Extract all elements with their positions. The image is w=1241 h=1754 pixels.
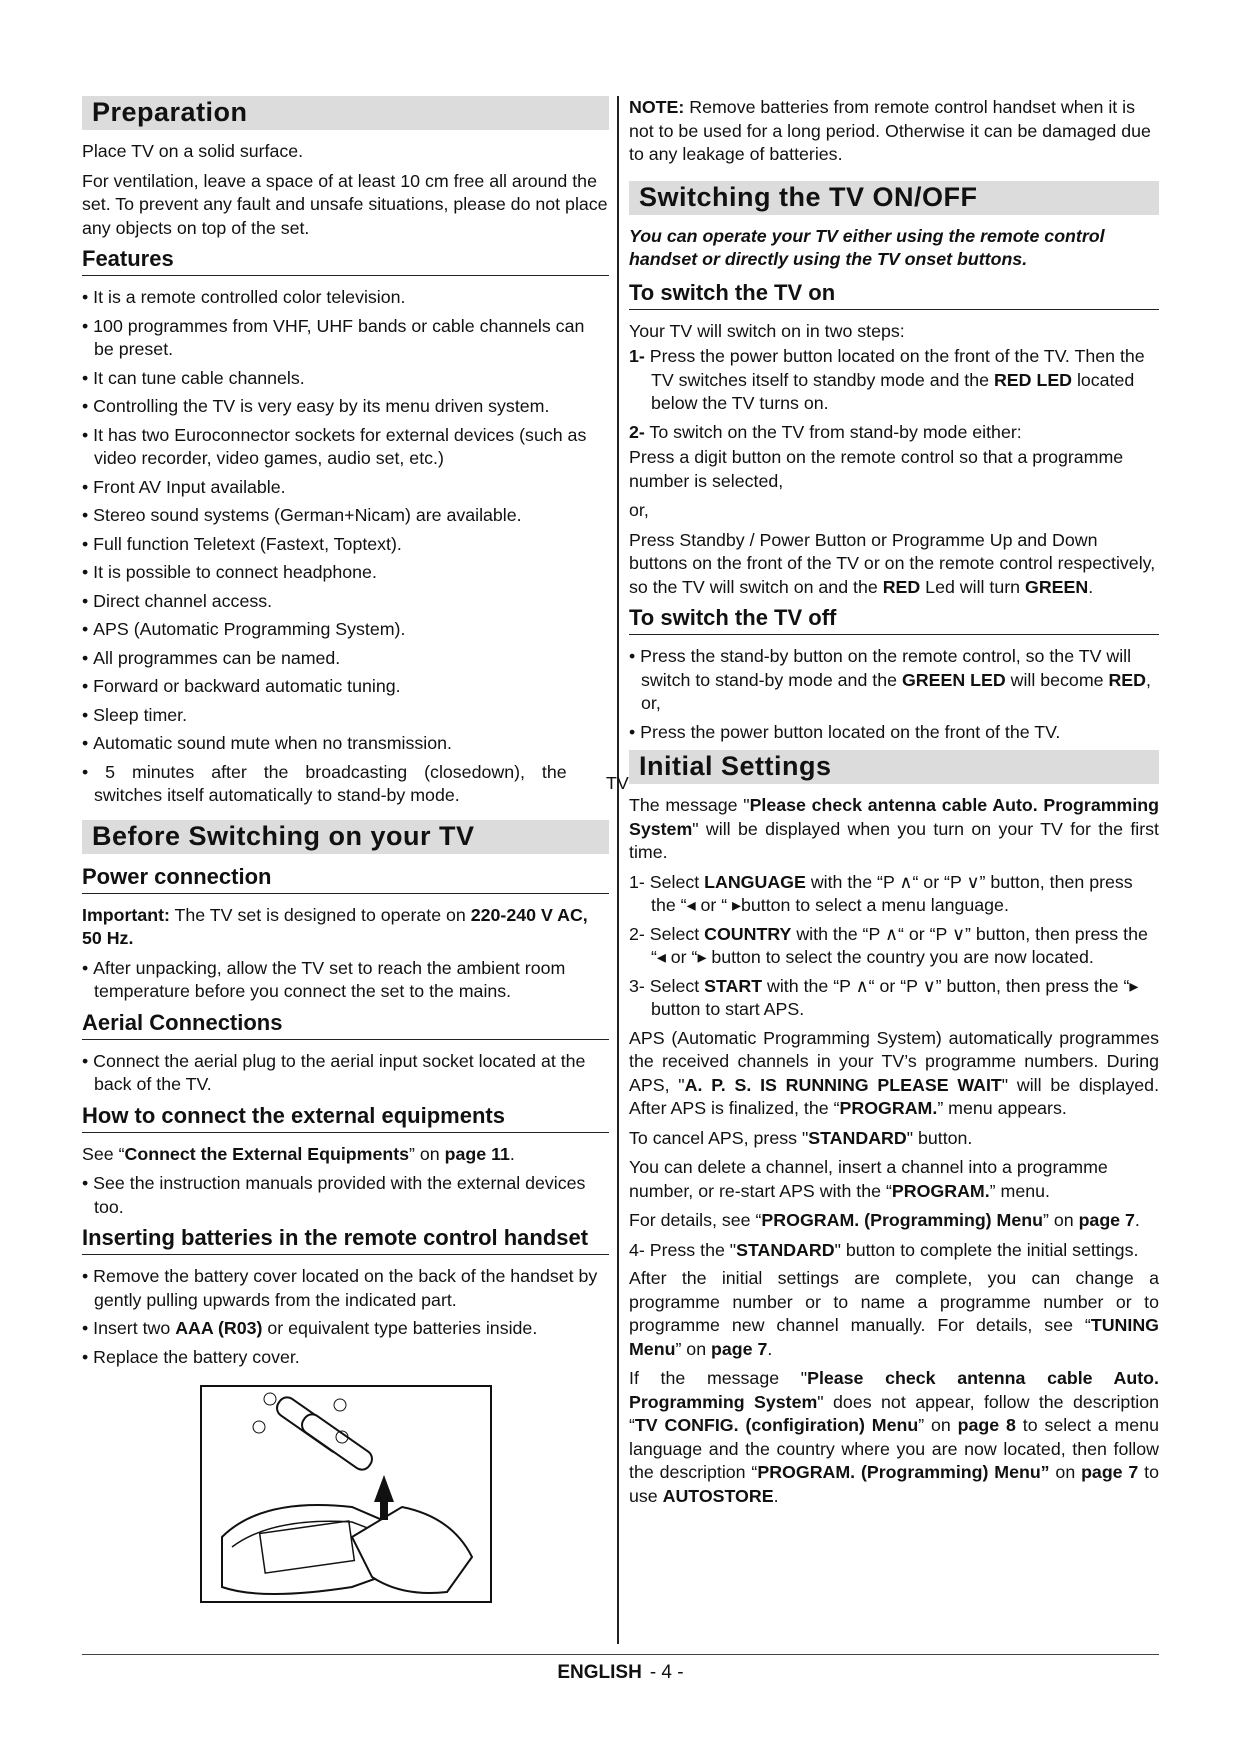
footer-rule	[82, 1654, 1159, 1655]
switch-off-bullet-2: • Press the power button located on the front of the TV.	[629, 721, 1159, 745]
page-ref: page 8	[957, 1415, 1016, 1435]
text: " will be displayed when you turn on your TV for the first time.	[629, 818, 1159, 862]
switching-heading: Switching the TV ON/OFF	[629, 181, 1159, 215]
note-paragraph	[629, 96, 1159, 167]
aps-running-text: A. P. S. IS RUNNING PLEASE WAIT	[684, 1074, 1002, 1095]
switch-on-step-2	[629, 421, 1159, 445]
menu-ref: PROGRAM. (Programming) Menu”	[757, 1462, 1050, 1482]
battery-2	[298, 1411, 375, 1473]
battery-compartment	[260, 1521, 355, 1573]
switch-on-step-1	[629, 345, 1159, 416]
text: ” on	[675, 1338, 712, 1359]
delete-channel	[629, 1156, 1159, 1203]
switch-off-bullet-1	[629, 645, 1159, 716]
text: You can delete a channel, insert a channel into a programme number, or re-start APS with the “	[629, 1157, 1108, 1201]
program-label: PROGRAM.	[839, 1098, 938, 1118]
switch-on-intro: Your TV will switch on in two steps:	[629, 320, 905, 341]
footer-language: ENGLISH	[557, 1662, 642, 1683]
feature-item-continued: switches itself automatically to stand-by mode.	[94, 785, 460, 805]
text: ” on	[1042, 1210, 1079, 1230]
red-text: RED	[1108, 669, 1147, 690]
page-ref: page 7	[711, 1338, 768, 1359]
switch-off-heading: To switch the TV off	[629, 605, 1159, 635]
page-number: - 4 -	[649, 1662, 684, 1683]
aerial-bullet: • Connect the aerial plug to the aerial input socket located at the back of the TV.	[82, 1050, 609, 1097]
initial-step-4	[629, 1239, 1159, 1263]
important-text: The TV set is designed to operate on	[169, 904, 471, 925]
green-led: GREEN LED	[901, 669, 1006, 690]
step-text: located below the TV turns on.	[651, 369, 1135, 413]
text: If the message "	[629, 1368, 808, 1388]
external-see-reference	[82, 1143, 609, 1167]
up-arrow-icon	[374, 1475, 394, 1502]
left-column	[82, 96, 609, 1603]
batteries-heading: Inserting batteries in the remote control handset	[82, 1225, 609, 1255]
text: " does not appear, follow the description “	[629, 1391, 1159, 1435]
battery-bullet-3: • Replace the battery cover.	[82, 1346, 609, 1370]
text: APS (Automatic Programming System) automatically programmes the received channels in your TV’s programme numbers. During APS, "	[629, 1027, 1159, 1095]
text: with the “P ∧“ or “P ∨” button, then press the “◂ or “ ▸button to select a menu language.	[651, 871, 1133, 915]
preparation-heading: Preparation	[82, 96, 609, 130]
aps-paragraph	[629, 1027, 1159, 1121]
feature-item: • It is a remote controlled color television.	[82, 286, 609, 310]
feature-item: • Front AV Input available.	[82, 476, 609, 500]
feature-item: • Controlling the TV is very easy by its menu driven system.	[82, 395, 609, 419]
text: , or,	[641, 669, 1151, 713]
switching-lead: You can operate your TV either using the remote control handset or directly using the TV onset buttons.	[629, 225, 1105, 269]
autostore-label: AUTOSTORE	[662, 1485, 774, 1506]
text: 1- Select	[629, 871, 705, 892]
plus-symbol	[334, 1399, 346, 1411]
tv-overflow-text: TV	[606, 773, 629, 793]
text: " button to complete the initial settings.	[834, 1239, 1139, 1260]
text: to select a menu language and the country where you are now located, then follow the description “	[629, 1415, 1159, 1482]
switch-on-standby	[629, 529, 1159, 600]
standard-label: STANDARD	[736, 1239, 835, 1260]
text: with the “P ∧“ or “P ∨” button, then press the “◂ or “▸ button to select the country you are now located.	[651, 923, 1148, 967]
external-equipment-heading: How to connect the external equipments	[82, 1103, 609, 1133]
details-reference	[629, 1209, 1159, 1233]
arrow-stem	[380, 1502, 388, 1520]
text: ” menu appears.	[937, 1098, 1067, 1118]
plus-symbol	[264, 1393, 276, 1405]
text: Led will turn	[920, 576, 1025, 597]
red-text: RED	[882, 576, 921, 597]
text: .	[773, 1485, 779, 1506]
initial-step-3	[629, 975, 1159, 1022]
initial-step-1	[629, 871, 1159, 918]
minus-symbol	[253, 1421, 265, 1433]
note-text: Remove batteries from remote control handset when it is not to be used for a long period. Otherwise it can be damaged due to any leakage of batteries.	[629, 97, 1151, 164]
page-ref: page 7	[1081, 1462, 1139, 1482]
features-heading: Features	[82, 246, 609, 276]
prep-paragraph-1: Place TV on a solid surface.	[82, 141, 304, 161]
battery-bullet-2	[82, 1317, 609, 1341]
power-bullet: • After unpacking, allow the TV set to reach the ambient room temperature before you connect the set to the mains.	[82, 957, 609, 1004]
start-label: START	[704, 975, 763, 996]
if-message-missing	[629, 1367, 1159, 1508]
feature-item: • Full function Teletext (Fastext, Toptext).	[82, 533, 609, 557]
before-switching-heading: Before Switching on your TV	[82, 820, 609, 854]
on-text: ” on	[409, 1143, 445, 1164]
remote-battery-drawing	[202, 1387, 490, 1601]
text: ” menu.	[989, 1180, 1050, 1201]
feature-item: • Sleep timer.	[82, 704, 609, 728]
text: Press the stand-by button on the remote control, so the TV will switch to stand-by mode and the	[640, 646, 1132, 690]
switch-on-heading: To switch the TV on	[629, 280, 1159, 310]
page-footer	[0, 1662, 1241, 1684]
green-text: GREEN	[1025, 576, 1089, 597]
voltage-spec: 220-240 V AC, 50 Hz.	[82, 904, 588, 948]
text: The message "	[629, 795, 750, 815]
feature-item: • 5 minutes after the broadcasting (closedown), the	[82, 761, 609, 785]
text: .	[767, 1338, 773, 1359]
note-label: NOTE:	[629, 97, 685, 117]
see-text: See “	[82, 1143, 125, 1164]
message-text: Please check antenna cable Auto. Programming System	[629, 1368, 1159, 1412]
feature-item: • Stereo sound systems (German+Nicam) are available.	[82, 504, 609, 528]
text: After the initial settings are complete, you can change a programme number or to name a programme number or to programme new channel manually. For details, see “	[629, 1268, 1159, 1335]
feature-item: • Forward or backward automatic tuning.	[82, 675, 609, 699]
feature-item: • It is possible to connect headphone.	[82, 561, 609, 585]
after-initial	[629, 1267, 1159, 1361]
text: .	[1134, 1210, 1140, 1230]
text: or equivalent type batteries inside.	[262, 1318, 538, 1338]
text: ” on	[918, 1415, 958, 1435]
text: " button.	[906, 1127, 973, 1148]
country-label: COUNTRY	[704, 923, 792, 944]
battery-bullet-1: • Remove the battery cover located on the back of the handset by gently pulling upwards from the indicated part.	[82, 1265, 609, 1312]
page-ref: page 11	[444, 1143, 510, 1164]
external-bullet: • See the instruction manuals provided with the external devices too.	[82, 1172, 609, 1219]
switch-on-or: or,	[629, 500, 649, 520]
message-text: Please check antenna cable Auto. Programming System	[629, 795, 1159, 839]
text: .	[1088, 576, 1094, 597]
switch-on-digit: Press a digit button on the remote control so that a programme number is selected,	[629, 447, 1124, 491]
battery-type: AAA (R03)	[175, 1318, 263, 1338]
power-important	[82, 904, 609, 951]
right-column	[629, 96, 1159, 1514]
text: with the “P ∧“ or “P ∨” button, then press the “▸ button to start APS.	[651, 975, 1139, 1019]
menu-ref: TV CONFIG. (configiration) Menu	[634, 1415, 919, 1435]
important-label: Important:	[82, 904, 170, 925]
step-text: Press the power button located on the front of the TV. Then the TV switches itself to standby mode and the	[644, 346, 1145, 390]
column-divider	[617, 96, 619, 1644]
remote-battery-illustration	[200, 1385, 492, 1603]
feature-item: • It has two Euroconnector sockets for external devices (such as video recorder, video games, audio set, etc.)	[82, 424, 609, 471]
step-number: 1-	[629, 346, 645, 366]
text: 4- Press the "	[629, 1239, 737, 1260]
dot: .	[509, 1143, 515, 1164]
red-led: RED LED	[993, 369, 1073, 390]
standard-label: STANDARD	[808, 1127, 907, 1148]
initial-settings-heading: Initial Settings	[629, 750, 1159, 784]
text: Insert two	[93, 1318, 176, 1338]
initial-message	[629, 794, 1159, 865]
text: 3- Select	[629, 975, 705, 996]
text: 2- Select	[629, 923, 705, 944]
aerial-heading: Aerial Connections	[82, 1010, 609, 1040]
feature-item: • 100 programmes from VHF, UHF bands or cable channels can be preset.	[82, 315, 609, 362]
text: Press Standby / Power Button or Programme Up and Down buttons on the front of the TV or on the remote control respectively, so the TV will switch on and the	[629, 529, 1156, 597]
text: will become	[1005, 669, 1109, 690]
language-label: LANGUAGE	[704, 871, 806, 892]
text: on	[1049, 1462, 1082, 1482]
feature-item: • It can tune cable channels.	[82, 367, 609, 391]
program-label: PROGRAM.	[891, 1180, 990, 1201]
text: to use	[629, 1462, 1159, 1506]
feature-item: • Automatic sound mute when no transmission.	[82, 732, 609, 756]
prep-paragraph-2: For ventilation, leave a space of at least 10 cm free all around the set. To prevent any fault and unsafe situations, please do not place any objects on top of the set.	[82, 170, 608, 238]
page-ref: page 7	[1078, 1210, 1135, 1230]
feature-item: • Direct channel access.	[82, 590, 609, 614]
feature-item: • All programmes can be named.	[82, 647, 609, 671]
text: For details, see “	[629, 1210, 762, 1230]
power-connection-heading: Power connection	[82, 864, 609, 894]
menu-ref: TUNING Menu	[629, 1315, 1159, 1359]
feature-item: • APS (Automatic Programming System).	[82, 618, 609, 642]
step-number: 2-	[629, 421, 645, 442]
features-list	[82, 286, 609, 808]
menu-ref: PROGRAM. (Programming) Menu	[761, 1210, 1043, 1230]
external-ref: Connect the External Equipments	[124, 1143, 410, 1164]
text: To cancel APS, press "	[629, 1127, 809, 1148]
text: " will be displayed. After APS is finalized, the “	[629, 1074, 1160, 1118]
initial-step-2	[629, 923, 1159, 970]
cancel-aps	[629, 1127, 1159, 1151]
step-text: To switch on the TV from stand-by mode either:	[644, 421, 1022, 442]
